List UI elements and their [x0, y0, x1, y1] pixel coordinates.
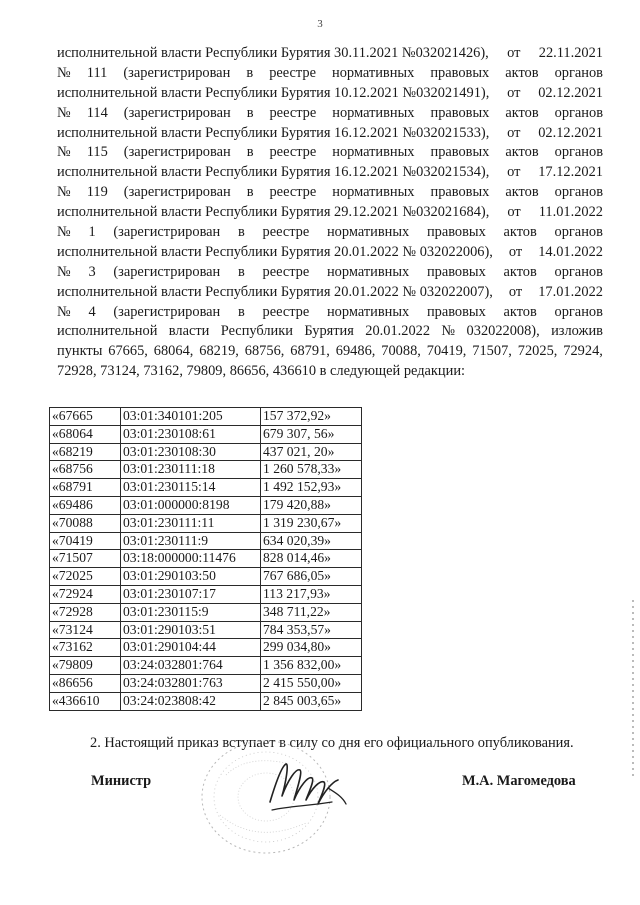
body-word: правовых [430, 104, 490, 121]
body-word: 72928, 73124, 73162, 79809, 86656, 436610 в следующей редакции: [57, 363, 466, 380]
table-cell-number: «73162 [50, 639, 121, 657]
table-row [50, 585, 362, 603]
body-word: № [57, 184, 71, 201]
body-line [57, 243, 603, 263]
table-cell-cadastral: 03:24:023808:42 [121, 692, 261, 710]
table-cell-cadastral: 03:01:230111:11 [121, 514, 261, 532]
table-cell-number: «68064 [50, 425, 121, 443]
table-cell-amount: 634 020,39» [261, 532, 362, 550]
table-row [50, 443, 362, 461]
body-word: 20.01.2022 [365, 323, 431, 340]
body-word: реестре [262, 263, 310, 280]
table-cell-amount: 113 217,93» [261, 585, 362, 603]
body-word: пункты [57, 343, 103, 360]
body-word: № [57, 263, 71, 280]
body-word: 17.12.2021 [538, 164, 603, 181]
body-word: 72924, [563, 343, 603, 360]
body-word: нормативных [332, 104, 415, 121]
body-word: нормативных [332, 64, 415, 81]
table-cell-amount: 437 021, 20» [261, 443, 362, 461]
clause-2: 2. Настоящий приказ вступает в силу со дня его официального опубликования. [90, 735, 574, 751]
table-cell-cadastral: 03:01:290104:44 [121, 639, 261, 657]
table-cell-number: «68219 [50, 443, 121, 461]
table-cell-cadastral: 03:24:032801:763 [121, 674, 261, 692]
table-cell-amount: 348 711,22» [261, 603, 362, 621]
body-word: 02.12.2021 [538, 124, 603, 141]
table-cell-cadastral: 03:01:230108:61 [121, 425, 261, 443]
body-word: № [441, 323, 456, 340]
minister-name: М.А. Магомедова [462, 773, 576, 789]
body-word: 68064, [153, 343, 194, 360]
body-word: 67665, [108, 343, 148, 360]
body-word: 1 [88, 224, 96, 241]
body-word: нормативных [326, 303, 410, 320]
body-word: № [57, 144, 71, 161]
body-word: от [508, 243, 523, 260]
table-cell-number: «70419 [50, 532, 121, 550]
table-cell-amount: 179 420,88» [261, 496, 362, 514]
table-row [50, 461, 362, 479]
registry-table [49, 407, 362, 711]
body-word: исполнительной власти Республики Бурятия 29.12.2021 №032021684), [57, 204, 490, 221]
body-word: актов [505, 64, 539, 81]
body-word: 111 [86, 64, 108, 81]
table-row [50, 479, 362, 497]
body-word: 72025, [517, 343, 558, 360]
body-word: актов [503, 303, 537, 320]
body-word: 68219, [199, 343, 239, 360]
body-word: реестре [269, 144, 317, 161]
table-cell-number: «73124 [50, 621, 121, 639]
table-cell-amount: 767 686,05» [261, 568, 362, 586]
table-cell-number: «68756 [50, 461, 121, 479]
body-word: от [507, 204, 521, 221]
table-row [50, 532, 362, 550]
table-cell-number: «72025 [50, 568, 121, 586]
body-word: Республики [220, 323, 293, 340]
body-word: 70088, [381, 343, 421, 360]
table-cell-cadastral: 03:01:340101:205 [121, 408, 261, 426]
body-word: актов [505, 104, 539, 121]
table-cell-cadastral: 03:24:032801:764 [121, 657, 261, 675]
page-number: 3 [317, 18, 323, 30]
body-word: актов [503, 224, 537, 241]
body-word: в [246, 184, 254, 201]
body-word: 11.01.2022 [538, 204, 603, 221]
handwritten-signature [262, 752, 352, 822]
body-line [57, 64, 603, 84]
body-word: 02.12.2021 [538, 84, 603, 101]
body-line [57, 104, 603, 124]
table-row [50, 425, 362, 443]
table-cell-amount: 1 260 578,33» [261, 461, 362, 479]
body-word: реестре [262, 224, 310, 241]
body-word: от [507, 84, 521, 101]
body-word: в [237, 263, 245, 280]
body-word: № [57, 303, 71, 320]
body-word: в [237, 224, 245, 241]
table-cell-cadastral: 03:01:230111:9 [121, 532, 261, 550]
body-word: 17.01.2022 [538, 283, 603, 300]
body-word: (зарегистрирован [113, 224, 221, 241]
body-text [57, 44, 603, 382]
body-line [57, 223, 603, 243]
body-word: органов [554, 104, 603, 121]
table-cell-number: «86656 [50, 674, 121, 692]
table-cell-amount: 1 319 230,67» [261, 514, 362, 532]
minister-label: Министр [91, 773, 152, 789]
table-row [50, 496, 362, 514]
body-line [57, 362, 603, 382]
body-word: (зарегистрирован [123, 144, 231, 161]
table-cell-amount: 828 014,46» [261, 550, 362, 568]
body-line [57, 143, 603, 163]
table-row [50, 408, 362, 426]
table-row [50, 657, 362, 675]
table-row [50, 514, 362, 532]
body-word: 115 [86, 144, 108, 161]
table-cell-amount: 784 353,57» [261, 621, 362, 639]
body-word: (зарегистрирован [123, 64, 231, 81]
body-word: органов [554, 184, 603, 201]
body-word: 4 [88, 303, 96, 320]
body-word: нормативных [332, 144, 415, 161]
table-cell-number: «436610 [50, 692, 121, 710]
table-cell-cadastral: 03:01:290103:51 [121, 621, 261, 639]
body-word: 3 [88, 263, 96, 280]
body-line [57, 203, 603, 223]
table-row [50, 692, 362, 710]
body-word: реестре [269, 64, 316, 81]
body-word: органов [554, 144, 603, 161]
table-row [50, 639, 362, 657]
body-word: реестре [269, 184, 317, 201]
body-word: нормативных [326, 224, 410, 241]
scan-edge-mark [632, 600, 634, 780]
body-word: органов [554, 224, 603, 241]
body-line [57, 183, 603, 203]
body-word: 70419, [426, 343, 467, 360]
table-cell-number: «71507 [50, 550, 121, 568]
body-word: органов [554, 303, 603, 320]
table-row [50, 603, 362, 621]
body-word: 69486, [335, 343, 376, 360]
body-word: (зарегистрирован [123, 104, 231, 121]
table-row [50, 568, 362, 586]
body-line [57, 44, 603, 64]
body-line [57, 84, 603, 104]
table-row [50, 621, 362, 639]
table-cell-number: «72928 [50, 603, 121, 621]
body-word: актов [505, 184, 539, 201]
body-word: 68756, [244, 343, 285, 360]
body-word: 14.01.2022 [538, 243, 603, 260]
table-row [50, 674, 362, 692]
table-cell-amount: 1 356 832,00» [261, 657, 362, 675]
body-word: реестре [269, 104, 317, 121]
body-line [57, 263, 603, 283]
body-line [57, 303, 603, 323]
table-cell-number: «68791 [50, 479, 121, 497]
body-word: правовых [426, 224, 486, 241]
body-line [57, 163, 603, 183]
body-word: (зарегистрирован [113, 303, 221, 320]
table-cell-cadastral: 03:01:230107:17 [121, 585, 261, 603]
body-word: № [57, 64, 71, 81]
table-cell-cadastral: 03:01:230111:18 [121, 461, 261, 479]
body-word: от [507, 164, 521, 181]
table-row [50, 550, 362, 568]
body-word: 114 [86, 104, 108, 121]
body-word: исполнительной [57, 323, 158, 340]
body-word: в [246, 64, 254, 81]
table-cell-cadastral: 03:01:230108:30 [121, 443, 261, 461]
table-cell-cadastral: 03:01:000000:8198 [121, 496, 261, 514]
table-cell-number: «67665 [50, 408, 121, 426]
body-word: от [508, 283, 523, 300]
body-word: исполнительной власти Республики Бурятия 10.12.2021 №032021491), [57, 84, 490, 101]
body-word: в [246, 144, 254, 161]
body-word: исполнительной власти Республики Бурятия 20.01.2022 № 032022006), [57, 243, 493, 260]
body-word: исполнительной власти Республики Бурятия 30.11.2021 №032021426), [57, 45, 489, 61]
body-word: Бурятия [304, 323, 354, 340]
body-word: от [507, 124, 521, 141]
table-cell-amount: 157 372,92» [261, 408, 362, 426]
body-line [57, 322, 603, 342]
table-cell-number: «69486 [50, 496, 121, 514]
body-word: в [246, 104, 254, 121]
table-cell-amount: 1 492 152,93» [261, 479, 362, 497]
body-word: исполнительной власти Республики Бурятия 16.12.2021 №032021534), [57, 164, 490, 181]
body-word: (зарегистрирован [123, 184, 231, 201]
body-line [57, 124, 603, 144]
body-word: правовых [430, 144, 490, 161]
table-cell-amount: 2 415 550,00» [261, 674, 362, 692]
body-word: правовых [430, 64, 490, 81]
body-word: нормативных [326, 263, 410, 280]
body-word: исполнительной власти Республики Бурятия 16.12.2021 №032021533), [57, 124, 490, 141]
body-word: 119 [86, 184, 108, 201]
table-cell-number: «70088 [50, 514, 121, 532]
body-word: правовых [426, 303, 486, 320]
body-word: 032022008), [466, 323, 540, 340]
body-word: № [57, 224, 71, 241]
table-cell-cadastral: 03:01:230115:9 [121, 603, 261, 621]
body-line [57, 283, 603, 303]
body-word: в [237, 303, 245, 320]
body-word: нормативных [332, 184, 415, 201]
body-word: правовых [430, 184, 490, 201]
body-word: исполнительной власти Республики Бурятия 20.01.2022 № 032022007), [57, 283, 493, 300]
body-word: № [57, 104, 71, 121]
table-cell-amount: 299 034,80» [261, 639, 362, 657]
table-cell-amount: 2 845 003,65» [261, 692, 362, 710]
body-word: органов [554, 263, 603, 280]
body-word: актов [503, 263, 537, 280]
body-word: 22.11.2021 [538, 45, 603, 61]
table-cell-number: «79809 [50, 657, 121, 675]
body-word: от [507, 45, 521, 61]
table-cell-number: «72924 [50, 585, 121, 603]
body-word: (зарегистрирован [113, 263, 221, 280]
body-word: власти [168, 323, 210, 340]
body-word: изложив [551, 323, 603, 340]
body-word: актов [505, 144, 539, 161]
body-line [57, 342, 603, 362]
body-word: 71507, [472, 343, 512, 360]
table-cell-amount: 679 307, 56» [261, 425, 362, 443]
body-word: органов [554, 64, 603, 81]
table-cell-cadastral: 03:18:000000:11476 [121, 550, 261, 568]
table-cell-cadastral: 03:01:230115:14 [121, 479, 261, 497]
body-word: реестре [262, 303, 310, 320]
table-cell-cadastral: 03:01:290103:50 [121, 568, 261, 586]
body-word: 68791, [290, 343, 330, 360]
body-word: правовых [426, 263, 486, 280]
